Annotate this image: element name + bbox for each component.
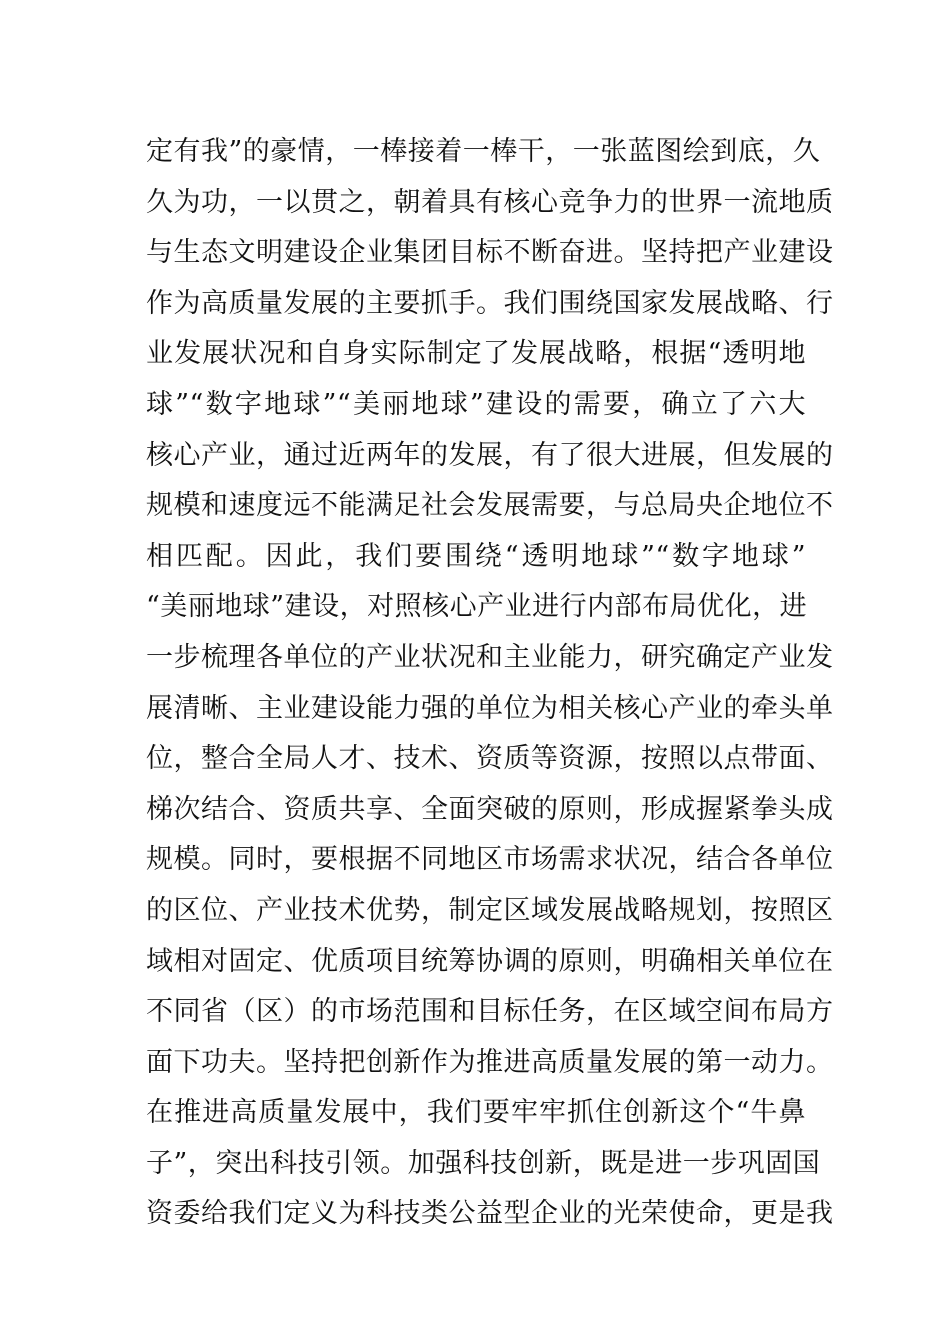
text-line: 规模和速度远不能满足社会发展需要，与总局央企地位不 <box>146 490 834 522</box>
text-line: 作为高质量发展的主要抓手。我们围绕国家发展战略、行 <box>146 287 834 319</box>
text-line: 的区位、产业技术优势，制定区域发展战略规划，按照区 <box>146 894 834 926</box>
text-line: 域相对固定、优质项目统筹协调的原则，明确相关单位在 <box>146 945 834 977</box>
text-line: 相匹配。因此，我们要围绕“透明地球”“数字地球” <box>146 540 806 572</box>
text-line: 业发展状况和自身实际制定了发展战略，根据“透明地 <box>146 338 806 370</box>
text-line: 定有我”的豪情，一棒接着一棒干，一张蓝图绘到底，久 <box>146 136 821 167</box>
text-line: 不同省（区）的市场范围和目标任务，在区域空间布局方 <box>146 996 834 1028</box>
text-line: “美丽地球”建设，对照核心产业进行内部布局优化，进 <box>146 591 808 623</box>
text-line: 在推进高质量发展中，我们要牢牢抓住创新这个“牛鼻 <box>146 1097 806 1129</box>
text-line: 一步梳理各单位的产业状况和主业能力，研究确定产业发 <box>146 641 834 673</box>
text-line: 久为功，一以贯之，朝着具有核心竞争力的世界一流地质 <box>146 186 834 218</box>
text-line: 球”“数字地球”“美丽地球”建设的需要，确立了六大 <box>146 388 806 420</box>
text-line: 资委给我们定义为科技类公益型企业的光荣使命，更是我 <box>146 1198 834 1230</box>
text-line: 面下功夫。坚持把创新作为推进高质量发展的第一动力。 <box>146 1046 834 1078</box>
body-text <box>146 127 834 1240</box>
text-line: 子”，突出科技引领。加强科技创新，既是进一步巩固国 <box>146 1147 821 1179</box>
text-line: 展清晰、主业建设能力强的单位为相关核心产业的牵头单 <box>146 692 834 724</box>
text-line: 与生态文明建设企业集团目标不断奋进。坚持把产业建设 <box>146 237 834 269</box>
text-line: 规模。同时，要根据不同地区市场需求状况，结合各单位 <box>146 844 834 876</box>
text-line: 核心产业，通过近两年的发展，有了很大进展，但发展的 <box>146 439 834 471</box>
text-line: 位，整合全局人才、技术、资质等资源，按照以点带面、 <box>146 743 834 775</box>
text-line: 梯次结合、资质共享、全面突破的原则，形成握紧拳头成 <box>146 793 834 825</box>
